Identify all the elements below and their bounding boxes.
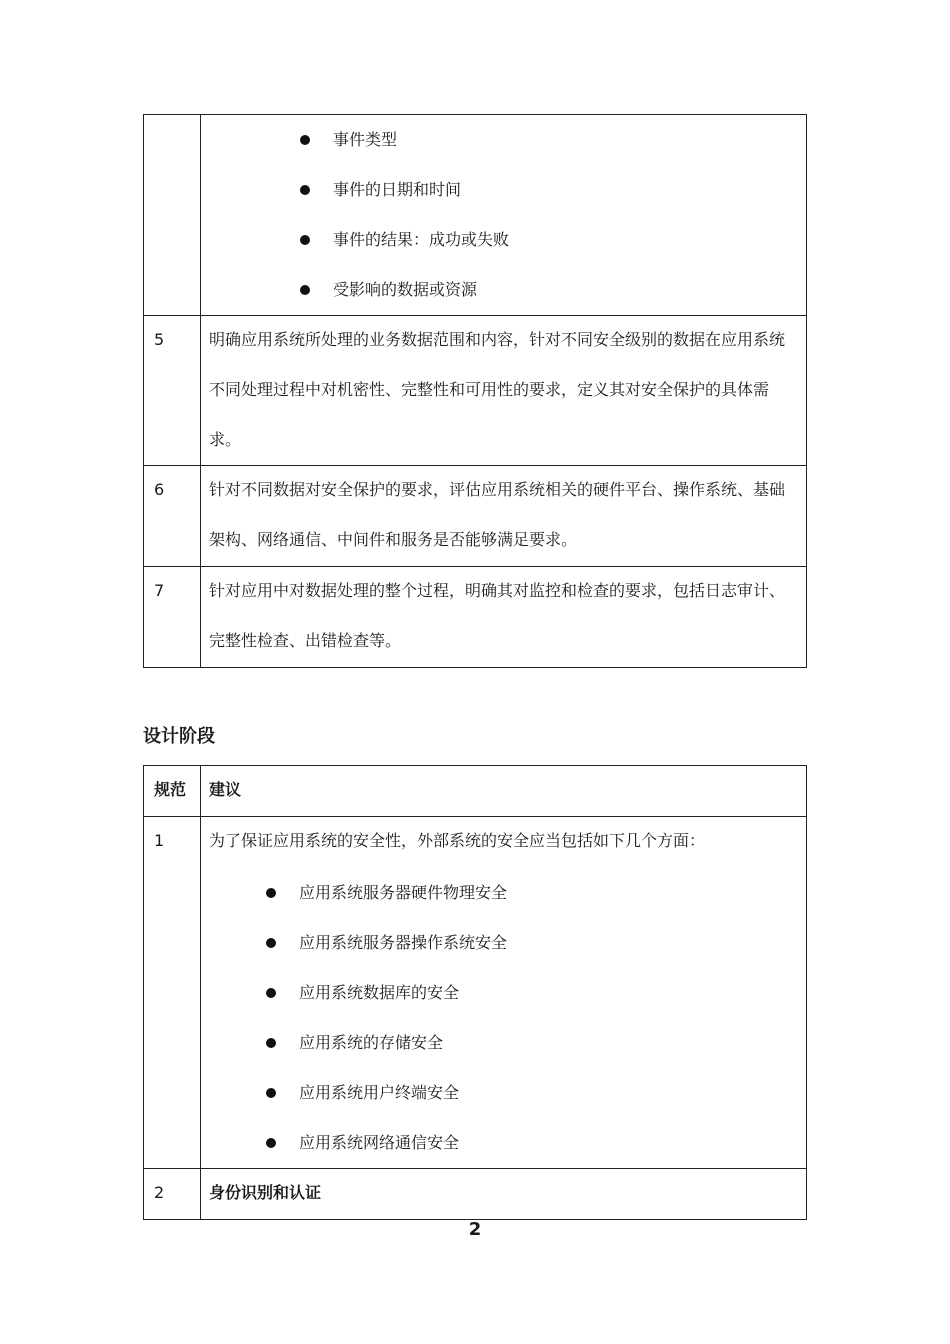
number-cell	[144, 466, 201, 567]
row-text: 身份识别和认证	[209, 1183, 322, 1202]
content-cell	[201, 316, 807, 466]
content-cell	[201, 1169, 807, 1220]
bullet-icon	[266, 1088, 276, 1098]
bullet-icon	[300, 185, 310, 195]
header-cell-advice	[201, 766, 807, 817]
number-cell	[144, 817, 201, 1169]
list-item	[201, 1068, 806, 1118]
bullet-list	[201, 868, 806, 1168]
number-cell	[144, 567, 201, 668]
row-text: 明确应用系统所处理的业务数据范围和内容，针对不同安全级别的数据在应用系统不同处理过程中对机密性、完整性和可用性的要求，定义其对安全保护的具体需求。	[209, 330, 786, 449]
list-item	[201, 918, 806, 968]
bullet-text: 事件类型	[333, 130, 398, 149]
content-cell	[201, 115, 807, 316]
row-number: 6	[154, 480, 165, 499]
section-heading: 设计阶段	[143, 726, 215, 747]
content-cell	[201, 567, 807, 668]
list-item	[201, 968, 806, 1018]
row-text: 针对不同数据对安全保护的要求，评估应用系统相关的硬件平台、操作系统、基础架构、网络通信、中间件和服务是否能够满足要求。	[209, 480, 786, 549]
bullet-text: 应用系统服务器硬件物理安全	[299, 883, 508, 902]
table-row	[144, 466, 807, 567]
design-phase-table	[143, 765, 807, 1220]
bullet-icon	[266, 988, 276, 998]
bullet-text: 应用系统网络通信安全	[299, 1133, 460, 1152]
header-label: 建议	[209, 780, 242, 799]
header-label: 规范	[154, 780, 187, 799]
bullet-icon	[266, 1038, 276, 1048]
row-number: 5	[154, 330, 165, 349]
table-row	[144, 567, 807, 668]
bullet-icon	[266, 1138, 276, 1148]
bullet-list	[201, 115, 806, 315]
list-item	[201, 115, 806, 165]
table-header-row	[144, 766, 807, 817]
requirements-table-continued	[143, 114, 807, 668]
table-row	[144, 817, 807, 1169]
bullet-text: 事件的日期和时间	[333, 180, 462, 199]
table-row	[144, 1169, 807, 1220]
bullet-text: 应用系统服务器操作系统安全	[299, 933, 508, 952]
table-row	[144, 316, 807, 466]
list-item	[201, 868, 806, 918]
number-cell	[144, 1169, 201, 1220]
bullet-text: 事件的结果：成功或失败	[333, 230, 510, 249]
row-intro-text: 为了保证应用系统的安全性，外部系统的安全应当包括如下几个方面：	[209, 831, 706, 850]
row-text: 针对应用中对数据处理的整个过程，明确其对监控和检查的要求，包括日志审计、完整性检查、出错检查等。	[209, 581, 786, 650]
row-number: 1	[154, 831, 165, 850]
header-cell-spec	[144, 766, 201, 817]
bullet-icon	[300, 235, 310, 245]
bullet-icon	[266, 888, 276, 898]
row-number: 7	[154, 581, 165, 600]
list-item	[201, 265, 806, 315]
bullet-icon	[300, 285, 310, 295]
list-item	[201, 215, 806, 265]
list-item	[201, 165, 806, 215]
content-cell	[201, 817, 807, 1169]
row-number: 2	[154, 1183, 165, 1202]
bullet-text: 应用系统数据库的安全	[299, 983, 460, 1002]
bullet-text: 应用系统用户终端安全	[299, 1083, 460, 1102]
bullet-text: 受影响的数据或资源	[333, 280, 478, 299]
list-item	[201, 1118, 806, 1168]
number-cell	[144, 115, 201, 316]
bullet-icon	[300, 135, 310, 145]
table-row	[144, 115, 807, 316]
list-item	[201, 1018, 806, 1068]
page-number: 2	[468, 1219, 482, 1240]
bullet-icon	[266, 938, 276, 948]
bullet-text: 应用系统的存储安全	[299, 1033, 444, 1052]
content-cell	[201, 466, 807, 567]
number-cell	[144, 316, 201, 466]
